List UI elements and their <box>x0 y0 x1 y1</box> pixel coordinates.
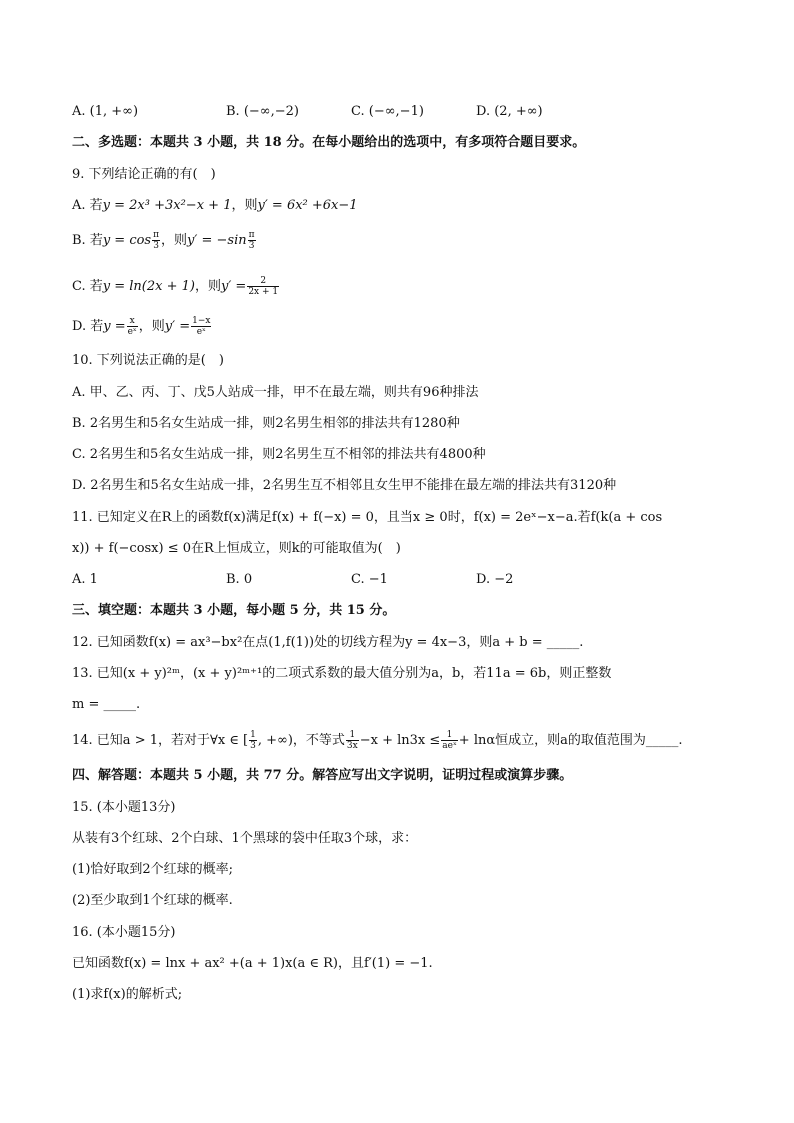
q9-a-prefix: A. 若 <box>72 198 103 213</box>
frac-denominator: aeˣ <box>442 741 457 751</box>
section-heading-fill: 三、填空题：本题共 3 小题，每小题 5 分，共 15 分。 <box>72 603 396 618</box>
q14-part4: + lnα恒成立，则a的取值范围为_____. <box>458 733 683 748</box>
q10-option-b: B. 2名男生和5名女生站成一排，则2名男生相邻的排法共有1280种 <box>72 416 460 431</box>
q9-a-mid: ，则 <box>231 198 258 213</box>
q13-line1: 13. 已知(x + y)²ᵐ，(x + y)²ᵐ⁺¹的二项式系数的最大值分别为a，b，若11a = 6b，则正整数 <box>72 666 612 681</box>
q16-head: 16. (本小题15分) <box>72 925 176 940</box>
q10-stem: 10. 下列说法正确的是( ) <box>72 353 224 368</box>
frac-denominator: 3x <box>346 741 358 751</box>
q12: 12. 已知函数f(x) = ax³−bx²在点(1,f(1))处的切线方程为y = 4x−3，则a + b = _____. <box>72 635 584 650</box>
q9-c-expr2: y′ = <box>220 279 247 294</box>
q10-option-a: A. 甲、乙、丙、丁、戊5人站成一排，甲不在最左端，则共有96种排法 <box>72 385 479 400</box>
frac-denominator: 3 <box>248 241 255 251</box>
q9-option-c <box>72 276 280 297</box>
frac-numerator: π <box>153 230 160 240</box>
frac-numerator: 2 <box>247 276 279 287</box>
q14-frac1 <box>249 730 257 751</box>
q8-option-d: D. (2, +∞) <box>476 104 543 119</box>
q14 <box>72 730 683 751</box>
frac-denominator: 2x + 1 <box>248 287 279 297</box>
q11-options <box>72 571 513 589</box>
section-heading-solve: 四、解答题：本题共 5 小题，共 77 分。解答应写出文字说明，证明过程或演算步骤。 <box>72 768 573 783</box>
q8-option-a: A. (1, +∞) <box>72 104 139 119</box>
q9-option-a <box>72 197 358 215</box>
q9-d-mid: ，则 <box>138 319 165 334</box>
frac-denominator: eˣ <box>196 327 206 337</box>
q9-c-frac <box>247 276 279 297</box>
q13-line2: m = _____. <box>72 697 141 712</box>
q9-b-frac1 <box>152 230 160 251</box>
q15-head: 15. (本小题13分) <box>72 800 176 815</box>
q14-part3: −x + ln3x ≤ <box>359 733 441 748</box>
frac-denominator: 3 <box>153 241 159 251</box>
q11-option-a: A. 1 <box>72 572 98 587</box>
q9-b-frac2 <box>248 230 256 251</box>
q9-d-expr2: y′ = <box>164 319 191 334</box>
frac-numerator: π <box>248 230 255 240</box>
q9-a-expr1: y = 2x³ +3x²−x + 1 <box>102 198 232 213</box>
frac-numerator: x <box>127 316 138 327</box>
q9-c-prefix: C. 若 <box>72 279 103 294</box>
section-heading-multi: 二、多选题：本题共 3 小题，共 18 分。在每小题给出的选项中，有多项符合题目要求。 <box>72 135 586 150</box>
q10-option-c: C. 2名男生和5名女生站成一排，则2名男生互不相邻的排法共有4800种 <box>72 447 486 462</box>
q8-options <box>72 103 543 121</box>
q9-d-expr1: y = <box>103 319 126 334</box>
q9-d-prefix: D. 若 <box>72 319 104 334</box>
q9-option-d <box>72 316 212 337</box>
q9-option-b <box>72 230 257 251</box>
q11-option-b: B. 0 <box>226 572 253 587</box>
q14-frac3 <box>441 730 458 751</box>
q15-part1: (1)恰好取到2个红球的概率; <box>72 862 234 877</box>
q9-b-prefix: B. 若 <box>72 233 103 248</box>
q9-d-frac2 <box>191 316 211 337</box>
q9-a-expr2: y′ = 6x² +6x−1 <box>257 198 358 213</box>
frac-denominator: eˣ <box>127 327 137 337</box>
q9-d-frac1 <box>127 316 138 337</box>
q11-line1: 11. 已知定义在R上的函数f(x)满足f(x) + f(−x) = 0，且当x ≥ 0时，f(x) = 2eˣ−x−a.若f(k(a + cos <box>72 510 663 525</box>
q14-frac2 <box>346 730 359 751</box>
q8-option-c: C. (−∞,−1) <box>351 104 424 119</box>
q16-part1: (1)求f(x)的解析式; <box>72 987 183 1002</box>
q9-stem: 9. 下列结论正确的有( ) <box>72 167 216 182</box>
q15-stem: 从装有3个红球、2个白球、1个黑球的袋中任取3个球，求： <box>72 831 418 846</box>
q9-b-expr2: y′ = −sin <box>187 233 247 248</box>
q14-part2: , +∞)，不等式 <box>257 733 345 748</box>
q11-line2: x)) + f(−cosx) ≤ 0在R上恒成立，则k的可能取值为( ) <box>72 541 401 556</box>
frac-numerator: 1 <box>250 730 256 740</box>
q9-b-expr1: y = cos <box>102 233 152 248</box>
q16-stem: 已知函数f(x) = lnx + ax² +(a + 1)x(a ∈ R)，且f′(1) = −1. <box>72 956 433 971</box>
q11-option-c: C. −1 <box>351 572 388 587</box>
q9-c-mid: ，则 <box>194 279 221 294</box>
q14-part1: 14. 已知a > 1，若对于∀x ∈ [ <box>72 733 249 748</box>
q8-option-b: B. (−∞,−2) <box>226 104 299 119</box>
frac-numerator: 1 <box>441 730 458 741</box>
q9-c-expr1: y = ln(2x + 1) <box>102 279 195 294</box>
q9-b-mid: ，则 <box>161 233 188 248</box>
q15-part2: (2)至少取到1个红球的概率. <box>72 893 233 908</box>
frac-numerator: 1 <box>346 730 359 741</box>
frac-numerator: 1−x <box>192 316 211 326</box>
q11-option-d: D. −2 <box>476 572 514 587</box>
frac-denominator: 3 <box>250 741 256 751</box>
q10-option-d: D. 2名男生和5名女生站成一排，2名男生互不相邻且女生甲不能排在最左端的排法共有3120种 <box>72 478 617 493</box>
